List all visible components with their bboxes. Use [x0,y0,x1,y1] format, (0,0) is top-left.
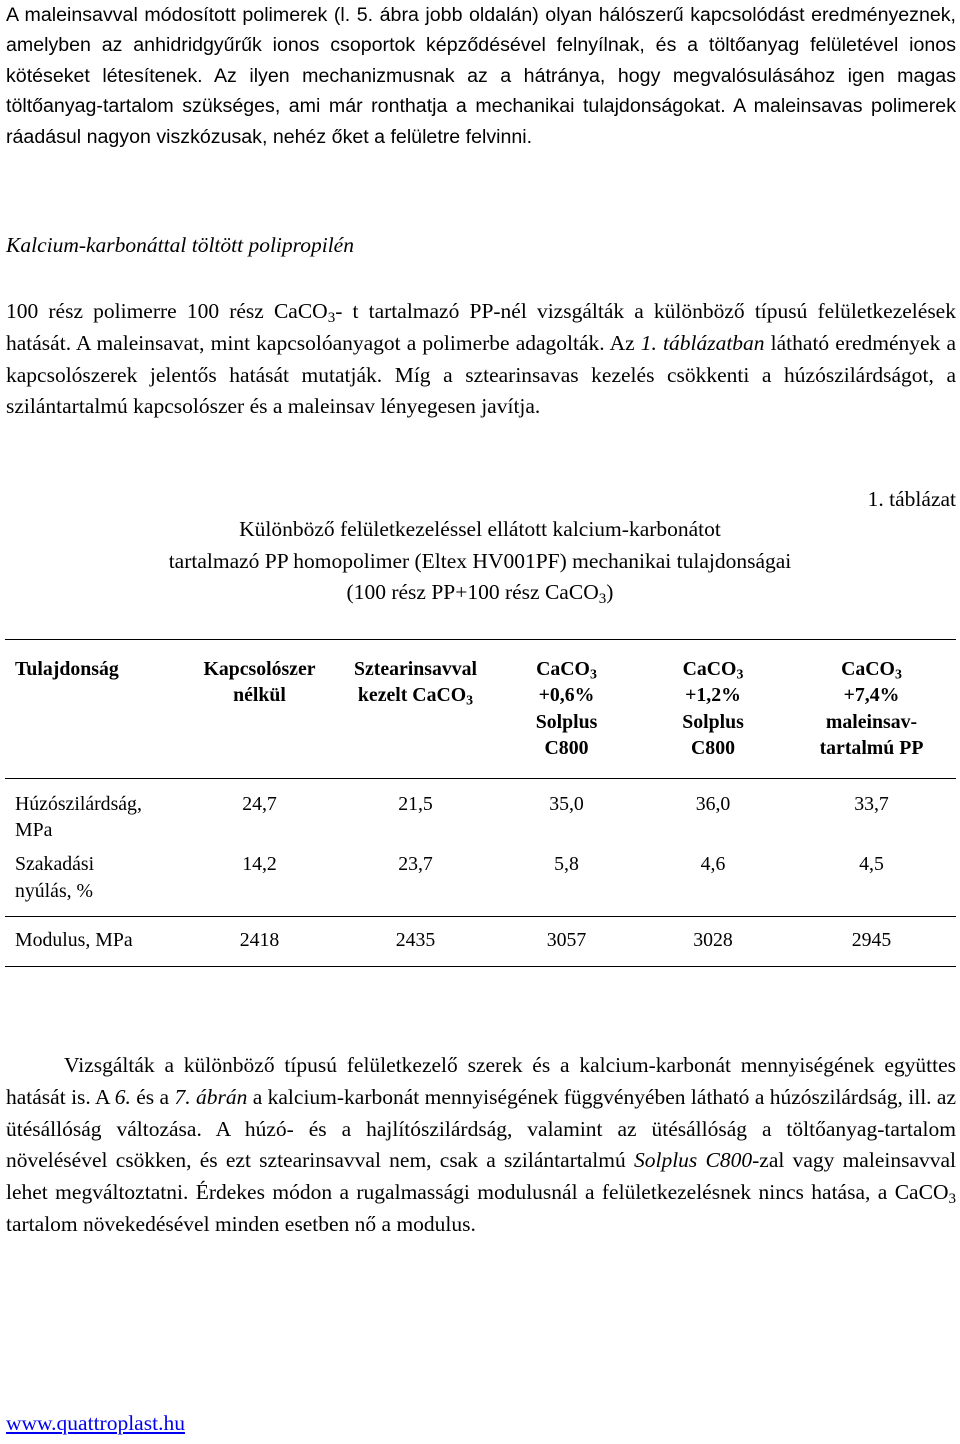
table-row-modulus [5,917,956,966]
table-cell: 2435 [337,917,494,966]
p2-text-3: látható eredmények a kapcsolószerek jelentős hatását mutatják. Míg a sztearinsavas kezelés csökkenti a húzószilárdságot, a szilántartalmú kapcsolószer és a maleinsav lényegesen javítja. [6,330,956,419]
figure-reference-6: 6. [114,1084,131,1109]
header-maleic [787,640,956,779]
table-cell: 21,5 [398,792,433,815]
header-no-coupling [182,640,337,779]
header-text: maleinsav- [825,710,918,733]
figure-reference-7: 7. ábrán [174,1084,248,1109]
header-text: Sztearinsavval [353,658,478,680]
table-cell: 33,7 [854,792,889,815]
p2-text-2: - t tartalmazó PP-nél vizsgálták a különböző típusú felületkezelések hatását. A maleinsavat, mint kapcsolóanyagot a polimerbe adagolták. Az [6,299,956,355]
row-label [5,849,182,916]
table-cell: 5,8 [494,849,639,916]
header-text-part: CaCO [682,658,737,680]
header-text: tartalmú PP [819,737,924,760]
table-cell: 36,0 [695,792,731,815]
header-text [787,656,956,682]
header-text-part: CaCO [841,658,895,680]
header-solplus-06 [494,640,639,779]
header-text: nélkül [233,684,286,707]
header-property-label: Tulajdonság [15,658,119,680]
header-property [5,640,182,779]
header-stearic [337,640,494,779]
table-cell: 14,2 [182,849,337,916]
table-title-line-3-text: (100 rész PP+100 rész CaCO [346,580,599,605]
table-cell: 35,0 [549,792,584,815]
table-title [0,514,960,609]
p3-text-3: a kalcium-karbonát mennyiségének függvényében látható a húzószilárdság, ill. az ütésállóság változása. A húzó- és a hajlítószilárdság, valamint az ütésállóság a töltőanyag-tartalom növelésével csökken, és ezt sztearinsavval nem, csak a szilántartalmú [6,1084,957,1173]
header-text: +0,6% [538,684,595,707]
table-title-subscript: 3 [598,590,607,607]
row-label-line: Szakadási [15,853,95,876]
header-subscript: 3 [466,692,474,708]
table-cell: 24,7 [242,792,277,815]
p3-text-4: -zal vagy maleinsavval lehet megváltoztatni. Érdekes módon a rugalmassági modulusnál a felületkezelésnek nincs hatása, a CaCO [6,1148,957,1205]
section-heading: Kalcium-karbonáttal töltött polipropilén [6,233,354,257]
header-text: Solplus [682,710,744,733]
p3-text-5: tartalom növekedésével minden esetben nő a modulus. [6,1211,476,1236]
table-reference: 1. táblázatban [640,330,765,355]
table-cell: 4,6 [639,849,787,916]
table-header-row [5,640,956,779]
p2-text-1: 100 rész polimerre 100 rész CaCO [6,299,328,323]
table-cell: 3057 [494,917,639,966]
header-solplus-12 [639,640,787,779]
row-label-line: nyúlás, % [15,879,94,902]
table-cell: 4,5 [787,849,956,916]
header-text: C800 [691,737,735,760]
p3-text-2: és a [130,1084,175,1109]
header-text-part: CaCO [536,658,590,680]
p3-subscript: 3 [948,1190,956,1207]
table-cell: 23,7 [337,849,494,916]
body-paragraph-2 [6,296,956,423]
row-label-line: Húzószilárdság, [15,792,142,815]
properties-table [5,639,956,967]
header-text: C800 [544,737,589,760]
header-text [639,656,787,682]
header-text-part: kezelt CaCO [357,684,467,707]
intro-paragraph: A maleinsavval módosított polimerek (l. 5. ábra jobb oldalán) olyan hálószerű kapcsolódást eredményeznek, amelyben az anhidridgyűrűk ionos csoportok képződésével felnyílnak, és a töltőanyag felületével ionos kötéseket létesítenek. Az ilyen mechanizmusnak az a hátránya, hogy megvalósulásához igen magas töltőanyag-tartalom szükséges, ami már ronthatja a mechanikai tulajdonságokat. A maleinsavas polimerek ráadásul nagyon viszkózusak, nehéz őket a felületre felvinni. [6,4,956,148]
footer-website-link[interactable]: www.quattroplast.hu [6,1411,185,1435]
table-title-line-3 [0,577,960,609]
row-label-line: Modulus, MPa [15,929,133,952]
row-label [5,778,182,849]
body-paragraph-3 [6,1050,956,1241]
table-title-line-1: Különböző felületkezeléssel ellátott kalcium-karbonátot [239,517,721,541]
row-label [5,917,182,966]
table-number: 1. táblázat [867,487,956,511]
table-cell: 3028 [639,917,787,966]
row-label-line: MPa [15,819,53,842]
table-cell: 2418 [182,917,337,966]
product-name: Solplus C800 [633,1148,753,1173]
header-subscript: 3 [589,666,597,682]
p3-text-1: Vizsgálták a különböző típusú felületkezelő szerek és a kalcium-karbonát mennyiségének együttes hatását is. A [6,1053,956,1109]
table-title-line-3-close: ) [606,580,614,605]
header-text: Kapcsolószer [203,658,316,680]
table-title-line-2: tartalmazó PP homopolimer (Eltex HV001PF) mechanikai tulajdonságai [168,548,792,573]
header-text [494,656,639,682]
header-subscript: 3 [736,666,744,682]
table-row-tensile [5,778,956,849]
p2-subscript: 3 [327,309,336,326]
table-cell: 2945 [787,917,956,966]
header-text [337,682,494,708]
table-row-elongation [5,849,956,916]
header-subscript: 3 [894,666,902,682]
header-text: Solplus [535,710,598,733]
header-text: +7,4% [843,684,900,707]
header-text: +1,2% [685,684,741,707]
